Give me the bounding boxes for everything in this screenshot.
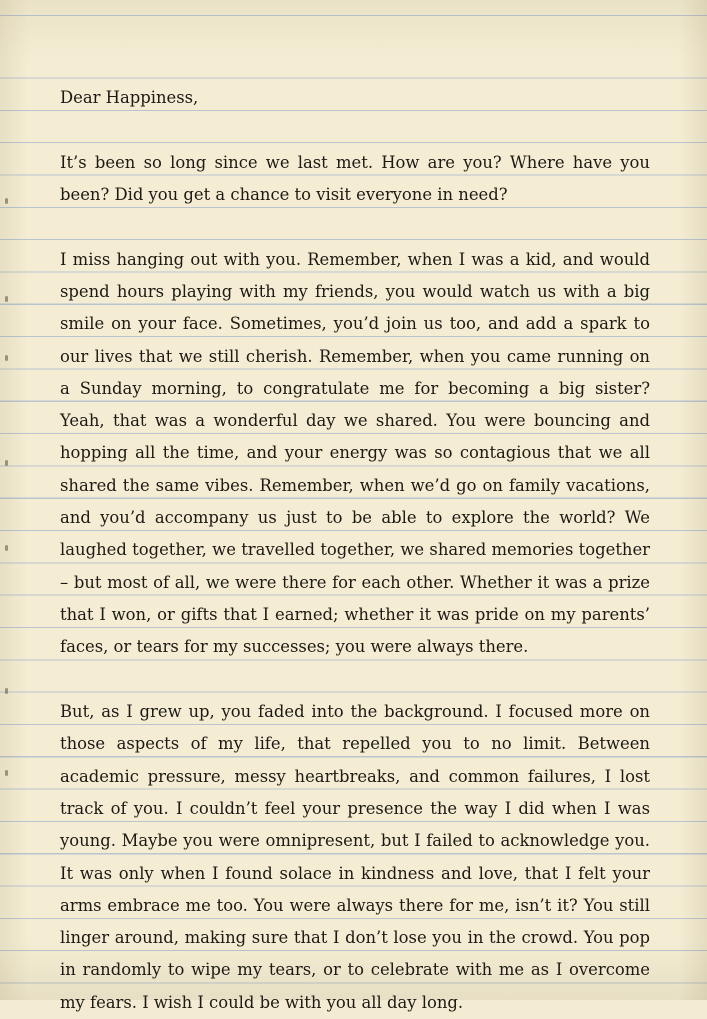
binding-mark <box>5 198 8 204</box>
binding-mark <box>5 770 8 776</box>
binding-mark <box>5 296 8 302</box>
paragraph-2: I miss hanging out with you. Remember, when I was a kid, and would spend hours playing with my friends, you would watch us with a big smile on your face. Sometimes, you’d join us too, and add a spark to our lives that we still cherish. Remember, when you came running on a Sunday morning, to congratulate me for becoming a big sister? Yeah, that was a wonderful day we shared. You were bouncing and hopping all the time, and your energy was so contagious that we all shared the same vibes. Remember, when we’d go on family vacations, and you’d accompany us just to be able to explore the world? We laughed together, we travelled together, we shared memories together – but most of all, we were there for each other. Whether it was a prize that I won, or gifts that I earned; whether it was pride on my parents’ faces, or tears for my successes; you were always there. <box>60 249 650 657</box>
salutation: Dear Happiness, <box>60 88 199 107</box>
binding-mark <box>5 545 8 551</box>
binding-mark <box>5 460 8 466</box>
binding-mark <box>5 688 8 694</box>
paragraph-1: It’s been so long since we last met. How are you? Where have you been? Did you get a chance to visit everyone in need? <box>60 152 650 204</box>
paragraph-3: But, as I grew up, you faded into the background. I focused more on those aspects of my life, that repelled you to no limit. Between academic pressure, messy heartbreaks, and common failures, I lost track of you. I couldn’t feel your presence the way I did when I was young. Maybe you were omnipresent, but I failed to acknowledge you. It was only when I found solace in kindness and love, that I felt your arms embrace me too. You were always there for me, isn’t it? You still linger around, making sure that I don’t lose you in the crowd. You pop in randomly to wipe my tears, or to celebrate with me as I overcome my fears. I wish I could be with you all day long. <box>60 701 650 1012</box>
letter-body <box>60 82 650 1019</box>
binding-mark <box>5 355 8 361</box>
